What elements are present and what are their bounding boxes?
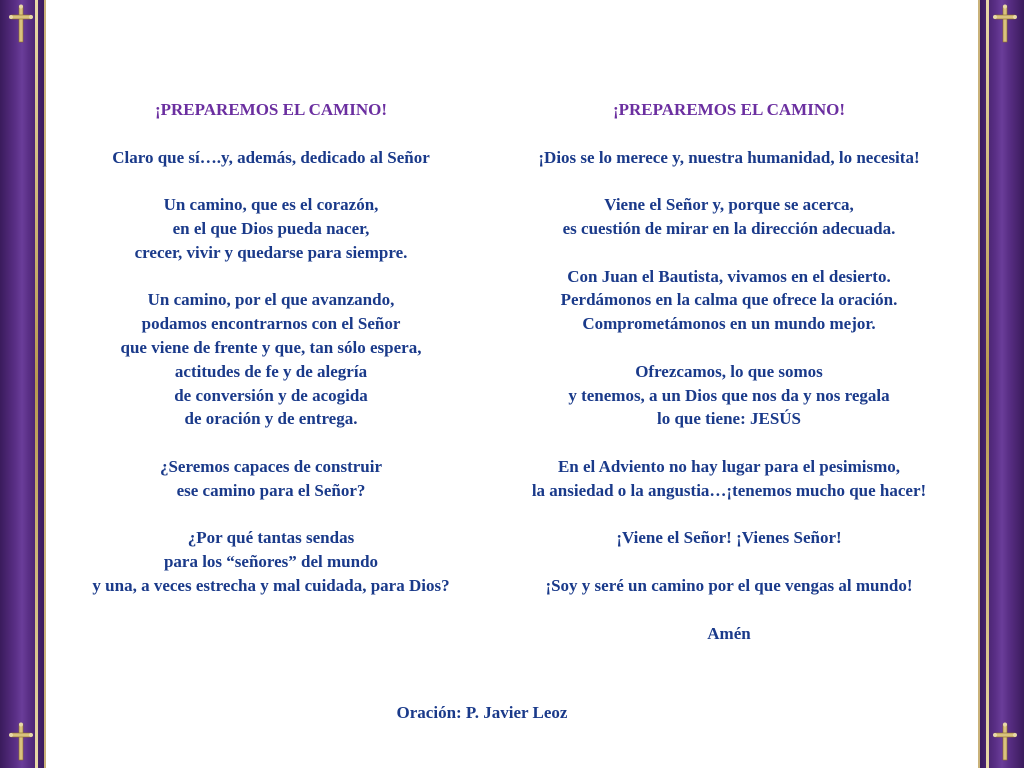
right-line: Con Juan el Bautista, vivamos en el desierto. <box>567 266 891 286</box>
right-line: En el Adviento no hay lugar para el pesimismo, <box>557 456 901 476</box>
left-line: Un camino, por el que avanzando, <box>147 290 395 310</box>
prayer-author-signature <box>0 703 1024 723</box>
right-line: ¡Dios se lo merece y, nuestra humanidad, lo necesita! <box>538 147 920 167</box>
right-line: y tenemos, a un Dios que nos da y nos regala <box>568 385 890 405</box>
spacer <box>494 169 964 193</box>
left-line: de oración y de entrega. <box>184 409 358 429</box>
left-title: ¡PREPAREMOS EL CAMINO! <box>154 100 387 119</box>
spacer <box>494 122 964 146</box>
left-line: ¿Por qué tantas sendas <box>187 528 355 548</box>
right-line: es cuestión de mirar en la dirección adecuada. <box>562 218 896 238</box>
left-line: para los “señores” del mundo <box>163 552 379 572</box>
gold-cross-icon <box>8 722 34 762</box>
right-line: Ofrezcamos, lo que somos <box>635 361 823 381</box>
right-line: Viene el Señor y, porque se acerca, <box>604 195 854 215</box>
left-purple-border <box>0 0 46 768</box>
right-purple-border <box>978 0 1024 768</box>
spacer <box>56 265 486 289</box>
right-line: lo que tiene: JESÚS <box>656 409 802 429</box>
right-line: la ansiedad o la angustia…¡tenemos mucho que hacer! <box>531 480 927 500</box>
right-line: ¡Soy y seré un camino por el que vengas al mundo! <box>545 575 913 595</box>
left-line: ¿Seremos capaces de construir <box>159 456 383 476</box>
signature-text: Oración: P. Javier Leoz <box>396 703 568 722</box>
right-title: ¡PREPAREMOS EL CAMINO! <box>612 100 845 119</box>
spacer <box>56 503 486 527</box>
left-line: podamos encontrarnos con el Señor <box>141 314 401 334</box>
left-line: crecer, vivir y quedarse para siempre. <box>134 242 408 262</box>
right-line: Perdámonos en la calma que ofrece la oración. <box>560 290 898 310</box>
left-line: actitudes de fe y de alegría <box>174 361 368 381</box>
left-line: de conversión y de acogida <box>174 385 368 405</box>
spacer <box>56 169 486 193</box>
spacer <box>494 503 964 527</box>
spacer <box>494 336 964 360</box>
left-line: y una, a veces estrecha y mal cuidada, para Dios? <box>92 575 450 595</box>
right-line: Amén <box>707 623 751 643</box>
left-line: Claro que sí….y, además, dedicado al Señor <box>112 147 430 167</box>
spacer <box>56 431 486 455</box>
right-prayer-column <box>494 98 964 645</box>
left-line: Un camino, que es el corazón, <box>163 195 379 215</box>
gold-cross-icon <box>8 4 34 44</box>
gold-cross-icon <box>992 722 1018 762</box>
left-line: en el que Dios pueda nacer, <box>172 218 370 238</box>
spacer <box>494 598 964 622</box>
spacer <box>56 122 486 146</box>
left-prayer-column <box>56 98 486 598</box>
right-gold-stripe <box>986 0 989 768</box>
left-line: que viene de frente y que, tan sólo espera, <box>120 337 422 357</box>
gold-cross-icon <box>992 4 1018 44</box>
spacer <box>494 241 964 265</box>
spacer <box>494 550 964 574</box>
left-line: ese camino para el Señor? <box>176 480 366 500</box>
spacer <box>494 431 964 455</box>
left-gold-stripe <box>35 0 38 768</box>
right-line: ¡Viene el Señor! ¡Vienes Señor! <box>616 528 842 548</box>
right-line: Comprometámonos en un mundo mejor. <box>582 314 876 334</box>
